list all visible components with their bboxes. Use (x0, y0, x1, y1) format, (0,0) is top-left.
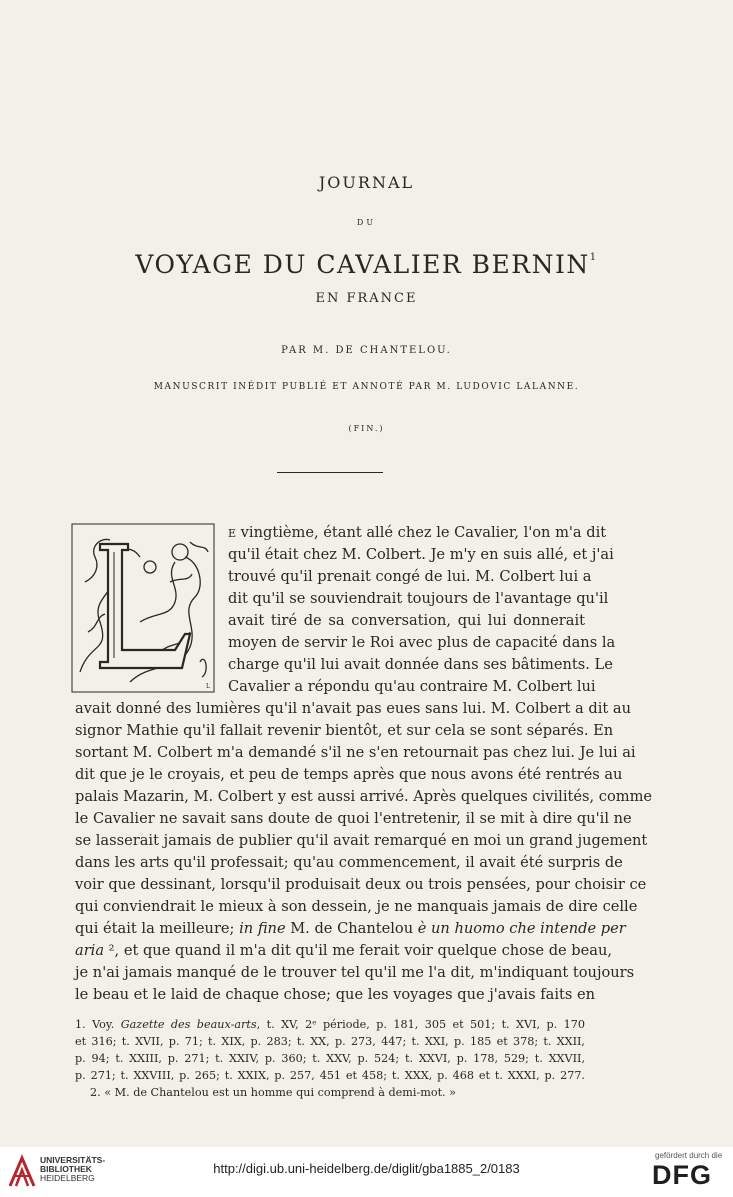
ornamental-dropcap-L (70, 522, 216, 694)
body-line-1 (228, 523, 607, 544)
body-line-18: qui conviendrait le mieux à son dessein, je ne manquais jamais de dire celle (75, 898, 638, 915)
body-line-19-a: qui était la meilleure; (75, 920, 240, 937)
body-line-5: avait tiré de sa conversation, qui lui donnerait (228, 612, 585, 629)
body-line-19 (75, 919, 626, 939)
body-line-15: se lasserait jamais de publier qu'il avait remarqué en moi un grand jugement (75, 832, 648, 849)
body-line-13: palais Mazarin, M. Colbert y est aussi arrivé. Après quelques civilités, comme (75, 788, 653, 805)
footnote-2: 2. « M. de Chantelou est un homme qui comprend à demi-mot. » (90, 1086, 457, 1099)
funded-by-label: gefördert durch die (655, 1151, 723, 1160)
page-title (0, 250, 733, 279)
body-line-19-italic-1: in fine (239, 920, 286, 937)
body-line-19-italic-2: è un huomo che intende per (417, 920, 626, 937)
body-line-7: charge qu'il lui avait donnée dans ses bâtiments. Le (228, 656, 613, 673)
body-line-2: qu'il était chez M. Colbert. Je m'y en suis allé, et j'ai (228, 546, 614, 563)
smallcap-e: E (228, 527, 237, 540)
library-name-line-1: UNIVERSITÄTS- (40, 1155, 106, 1165)
dropcap-letter: L (206, 683, 210, 690)
footnote-1-refs: , t. XV, 2ᵉ période, p. 181, 305 et 501; t. XVI, p. 170 (256, 1018, 585, 1031)
body-line-1-text: vingtième, étant allé chez le Cavalier, l'on m'a dit (236, 524, 607, 541)
dfg-logo[interactable]: DFG (652, 1160, 712, 1190)
body-line-20-text: ², et que quand il m'a dit qu'il me ferait voir quelque chose de beau, (104, 942, 613, 959)
body-line-3: trouvé qu'il prenait congé de lui. M. Colbert lui a (228, 568, 592, 585)
heading-journal: JOURNAL (318, 173, 415, 192)
heading-subtitle: EN FRANCE (315, 291, 418, 306)
heading-author: PAR M. DE CHANTELOU. (281, 345, 452, 356)
separator-rule (277, 472, 383, 473)
footnote-1-line-1 (75, 1017, 585, 1033)
body-line-10: signor Mathie qu'il fallait revenir bientôt, et sur cela se sont séparés. En (75, 722, 614, 739)
body-line-9: avait donné des lumières qu'il n'avait pas eues sans lui. M. Colbert a dit au (75, 700, 631, 717)
library-name-line-3: HEIDELBERG (40, 1173, 95, 1183)
body-line-12: dit que je le croyais, et peu de temps après que nous avons été rentrés au (75, 766, 623, 783)
body-line-20-italic: aria (75, 942, 105, 959)
body-line-22: le beau et le laid de chaque chose; que les voyages que j'avais faits en (75, 986, 596, 1003)
footnote-1-line-2: et 316; t. XVII, p. 71; t. XIX, p. 283; t. XX, p. 273, 447; t. XXI, p. 185 et 378; t. XXII, (75, 1035, 585, 1048)
permalink-url[interactable]: http://digi.ub.uni-heidelberg.de/diglit/gba1885_2/0183 (213, 1161, 520, 1176)
body-line-4: dit qu'il se souviendrait toujours de l'avantage qu'il (228, 590, 609, 607)
body-line-16: dans les arts qu'il professait; qu'au commencement, il avait été surpris de (75, 854, 623, 871)
footnote-1-line-3: p. 94; t. XXIII, p. 271; t. XXIV, p. 360; t. XXV, p. 524; t. XXVI, p. 178, 529; t. XXVII, (75, 1052, 585, 1065)
body-line-14: le Cavalier ne savait sans doute de quoi l'entretenir, il se mit à dire qu'il ne (75, 810, 632, 827)
body-line-17: voir que dessinant, lorsqu'il produisait deux ou trois pensées, pour choisir ce (75, 876, 647, 893)
footnote-1-line-4: p. 271; t. XXVIII, p. 265; t. XXIX, p. 257, 451 et 458; t. XXX, p. 468 et t. XXXI, p. 277. (75, 1069, 585, 1082)
footnote-1-journal: Gazette des beaux-arts (120, 1018, 257, 1031)
heading-du: DU (356, 218, 377, 227)
footnote-1-prefix: 1. Voy. (75, 1018, 121, 1031)
heading-editor: MANUSCRIT INÉDIT PUBLIÉ ET ANNOTÉ PAR M. LUDOVIC LALANNE. (153, 382, 580, 392)
body-line-11: sortant M. Colbert m'a demandé s'il ne s'en retournait pas chez lui. Je lui ai (75, 744, 636, 761)
library-name-line-2: BIBLIOTHEK (40, 1164, 92, 1174)
body-line-21: je n'ai jamais manqué de le trouver tel qu'il me l'a dit, m'indiquant toujours (75, 964, 635, 981)
body-line-8: Cavalier a répondu qu'au contraire M. Colbert lui (228, 678, 596, 695)
body-line-6: moyen de servir le Roi avec plus de capacité dans la (228, 634, 616, 651)
body-line-20 (75, 941, 613, 961)
title-text: VOYAGE DU CAVALIER BERNIN (135, 250, 590, 279)
title-footnote-ref: 1 (589, 251, 598, 263)
body-line-19-c: M. de Chantelou (285, 920, 418, 937)
heading-fin: (FIN.) (348, 424, 385, 433)
